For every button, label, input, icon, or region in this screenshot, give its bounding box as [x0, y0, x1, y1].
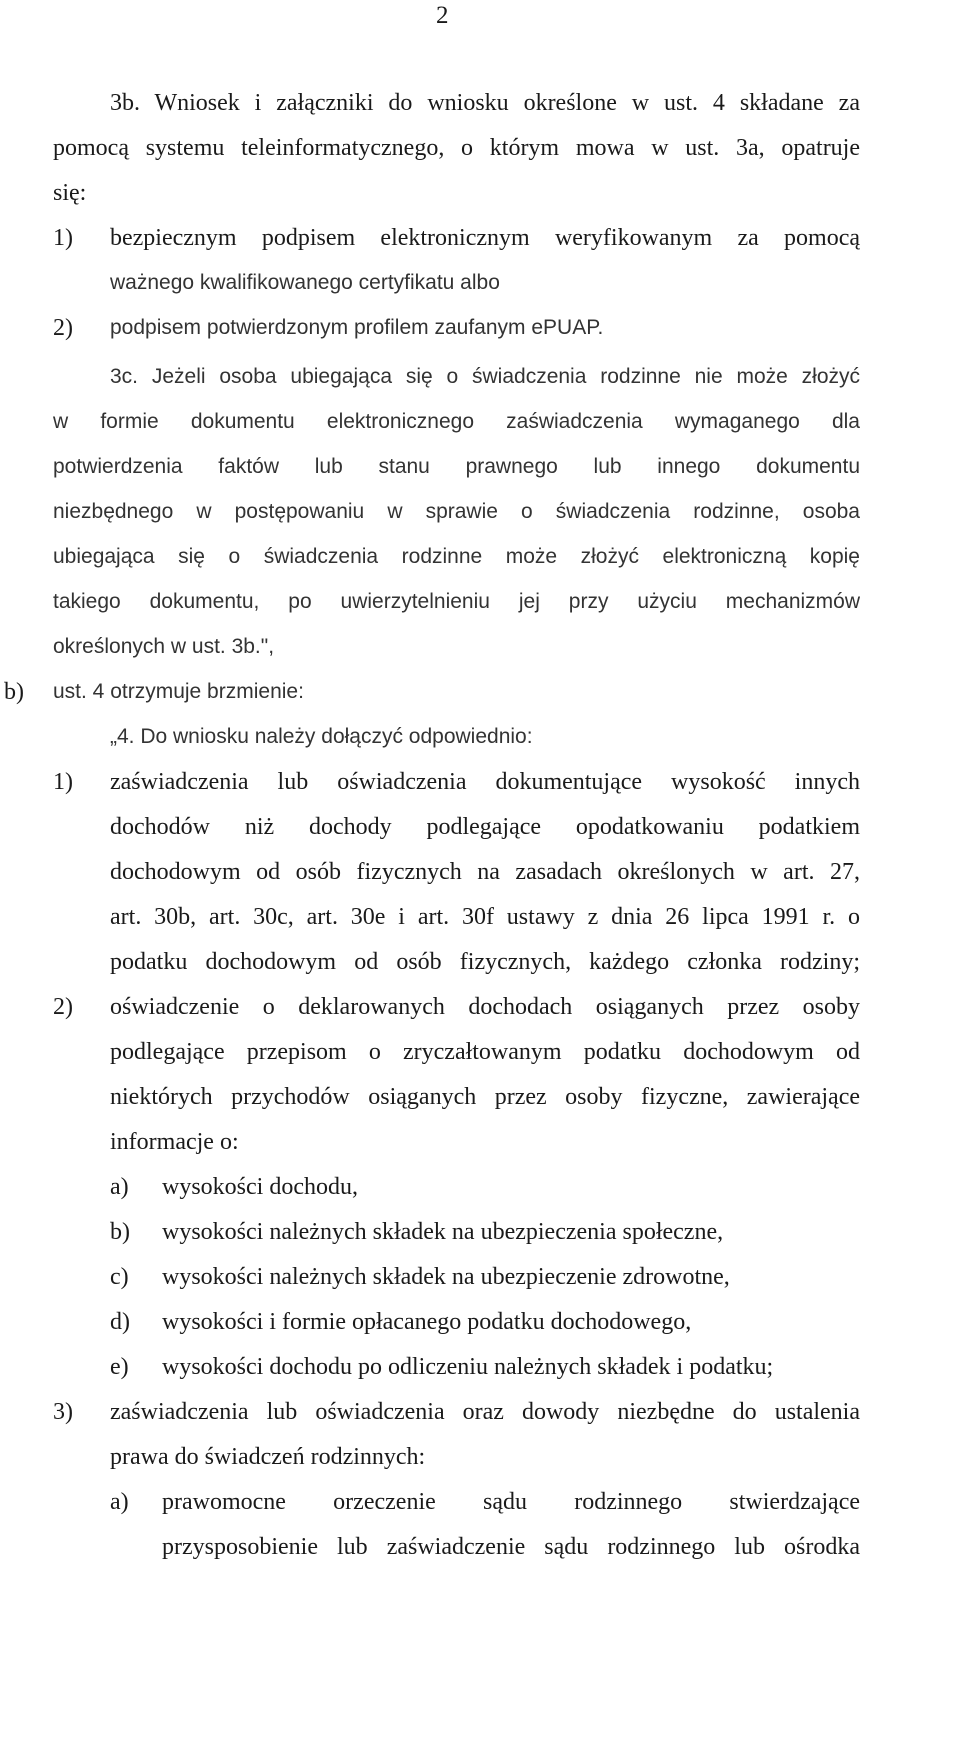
p4-item-2-sub-d-letter: d)	[110, 1309, 130, 1335]
p4-item-1-line-4: art. 30b, art. 30c, art. 30e i art. 30f ustawy z dnia 26 lipca 1991 r. o	[110, 904, 860, 930]
p4-item-3-number: 3)	[53, 1399, 73, 1425]
p3b-item-1-line-2: ważnego kwalifikowanego certyfikatu albo	[110, 271, 500, 294]
p4-item-1-line-3: dochodowym od osób fizycznych na zasadach określonych w art. 27,	[110, 859, 860, 885]
p3b-item-1-line-1: bezpiecznym podpisem elektronicznym weryfikowanym za pomocą	[110, 225, 860, 251]
p4-item-3-sub-a-line-2: przysposobienie lub zaświadczenie sądu rodzinnego lub ośrodka	[162, 1534, 860, 1560]
p4-item-2-sub-b-letter: b)	[110, 1219, 130, 1245]
p4-item-1-line-2: dochodów niż dochody podlegające opodatkowaniu podatkiem	[110, 814, 860, 840]
p4-item-2-line-1: oświadczenie o deklarowanych dochodach osiąganych przez osoby	[110, 994, 860, 1020]
p4-item-1-number: 1)	[53, 769, 73, 795]
amendment-b-text: ust. 4 otrzymuje brzmienie:	[53, 680, 304, 703]
p4-item-3-sub-a-line-1: prawomocne orzeczenie sądu rodzinnego stwierdzające	[162, 1489, 860, 1515]
p4-item-2-sub-e-text: wysokości dochodu po odliczeniu należnych składek i podatku;	[162, 1354, 774, 1380]
p4-item-2-sub-b-text: wysokości należnych składek na ubezpieczenia społeczne,	[162, 1219, 724, 1245]
p4-intro: „4. Do wniosku należy dołączyć odpowiednio:	[110, 725, 533, 748]
p4-item-3-line-2: prawa do świadczeń rodzinnych:	[110, 1444, 426, 1470]
p3c-line-5: ubiegająca się o świadczenia rodzinne może złożyć elektroniczną kopię	[53, 545, 860, 568]
p3b-line-3: się:	[53, 180, 87, 206]
p4-item-1-line-1: zaświadczenia lub oświadczenia dokumentujące wysokość innych	[110, 769, 860, 795]
p3c-line-1: 3c. Jeżeli osoba ubiegająca się o świadczenia rodzinne nie może złożyć	[110, 365, 860, 388]
p4-item-3-sub-a-letter: a)	[110, 1489, 129, 1515]
p4-item-2-line-4: informacje o:	[110, 1129, 239, 1155]
p4-item-2-sub-c-text: wysokości należnych składek na ubezpieczenie zdrowotne,	[162, 1264, 730, 1290]
p4-item-2-sub-a-letter: a)	[110, 1174, 129, 1200]
page-number: 2	[436, 2, 449, 29]
p4-item-2-sub-a-text: wysokości dochodu,	[162, 1174, 358, 1200]
p3b-line-2: pomocą systemu teleinformatycznego, o którym mowa w ust. 3a, opatruje	[53, 135, 860, 161]
p3c-line-3: potwierdzenia faktów lub stanu prawnego lub innego dokumentu	[53, 455, 860, 478]
p4-item-2-sub-c-letter: c)	[110, 1264, 129, 1290]
p3b-line-1: 3b. Wniosek i załączniki do wniosku określone w ust. 4 składane za	[110, 90, 860, 116]
p3c-line-6: takiego dokumentu, po uwierzytelnieniu jej przy użyciu mechanizmów	[53, 590, 860, 613]
p4-item-2-line-3: niektórych przychodów osiąganych przez osoby fizyczne, zawierające	[110, 1084, 860, 1110]
p4-item-2-sub-d-text: wysokości i formie opłacanego podatku dochodowego,	[162, 1309, 692, 1335]
p3c-line-4: niezbędnego w postępowaniu w sprawie o świadczenia rodzinne, osoba	[53, 500, 860, 523]
p3b-item-2-number: 2)	[53, 315, 73, 341]
p4-item-2-sub-e-letter: e)	[110, 1354, 129, 1380]
p3c-line-7: określonych w ust. 3b.",	[53, 635, 275, 658]
amendment-b-label: b)	[4, 679, 24, 705]
p3c-line-2: w formie dokumentu elektronicznego zaświadczenia wymaganego dla	[53, 410, 860, 433]
p4-item-1-line-5: podatku dochodowym od osób fizycznych, każdego członka rodziny;	[110, 949, 860, 975]
p3b-item-1-number: 1)	[53, 225, 73, 251]
p4-item-3-line-1: zaświadczenia lub oświadczenia oraz dowody niezbędne do ustalenia	[110, 1399, 860, 1425]
p3b-item-2-line-1: podpisem potwierdzonym profilem zaufanym ePUAP.	[110, 316, 604, 339]
p4-item-2-line-2: podlegające przepisom o zryczałtowanym podatku dochodowym od	[110, 1039, 860, 1065]
p4-item-2-number: 2)	[53, 994, 73, 1020]
